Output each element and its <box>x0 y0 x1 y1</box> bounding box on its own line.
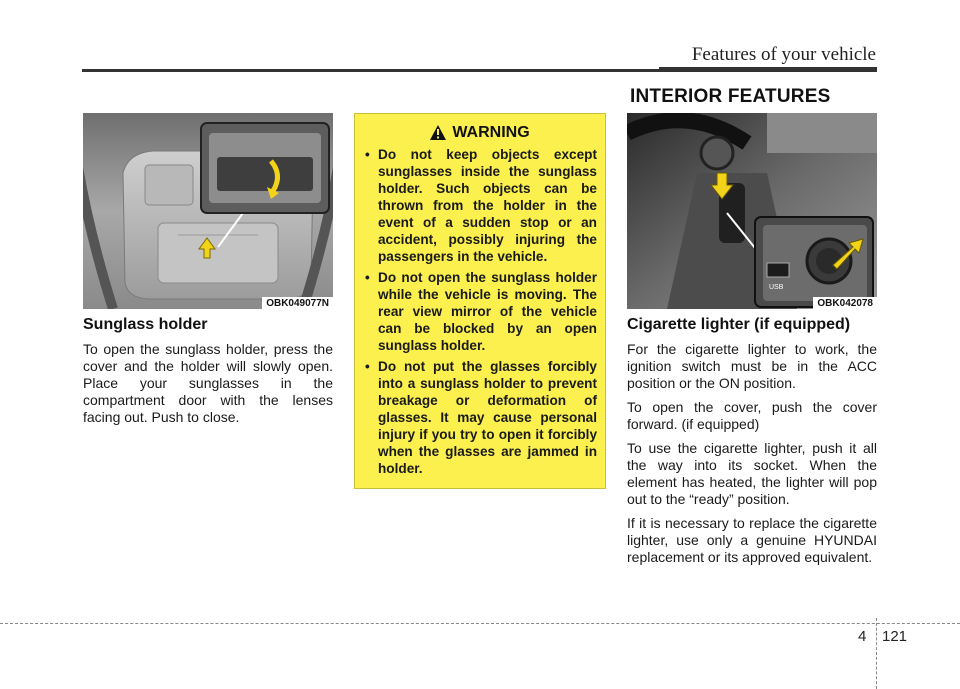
lighter-paragraph: To open the cover, push the cover forward. (if equipped) <box>627 399 877 432</box>
warning-box <box>354 113 606 489</box>
section-title: INTERIOR FEATURES <box>630 86 831 107</box>
sunglass-holder-heading: Sunglass holder <box>83 316 208 333</box>
chapter-number: 4 <box>858 628 867 645</box>
warning-title: WARNING <box>452 124 530 141</box>
page-divider <box>876 618 877 689</box>
photo-code-lighter: OBK042078 <box>813 297 877 309</box>
footer-rule <box>0 623 960 624</box>
cigarette-lighter-photo <box>627 113 877 309</box>
photo-code-sunglass: OBK049077N <box>262 297 333 309</box>
center-console-illustration <box>627 113 877 309</box>
header-rule <box>82 69 877 72</box>
sunglass-holder-body <box>83 341 333 433</box>
warning-triangle-icon <box>430 125 446 140</box>
lighter-paragraph: To use the cigarette lighter, push it all the way into its socket. When the element has heated, the lighter will pop out to the “ready” position. <box>627 440 877 507</box>
overhead-console-illustration <box>83 113 333 309</box>
cigarette-lighter-heading: Cigarette lighter (if equipped) <box>627 316 851 333</box>
sunglass-holder-photo <box>83 113 333 309</box>
page-header-title: Features of your vehicle <box>691 44 876 65</box>
usb-label: USB <box>769 284 784 291</box>
lighter-paragraph: For the cigarette lighter to work, the ignition switch must be in the ACC position or the ON position. <box>627 341 877 391</box>
warning-list <box>355 146 605 477</box>
warning-heading <box>355 124 605 142</box>
page-number: 121 <box>882 628 908 645</box>
lighter-paragraph: If it is necessary to replace the cigarette lighter, use only a genuine HYUNDAI replacement or its approved equivalent. <box>627 515 877 565</box>
warning-item: • Do not open the sunglass holder while the vehicle is moving. The rear view mirror of the vehicle can be blocked by an open sunglass holder. <box>365 269 597 354</box>
cigarette-lighter-body <box>627 341 877 573</box>
sunglass-holder-paragraph: To open the sunglass holder, press the cover and the holder will slowly open. Place your sunglasses in the compartment door with the lenses facing out. Push to close. <box>83 341 333 425</box>
warning-item: • Do not keep objects except sunglasses inside the sunglass holder. Such objects can be thrown from the holder in the event of a sudden stop or an accident, possibly injuring the passengers in the vehicle. <box>365 146 597 265</box>
warning-item: • Do not put the glasses forcibly into a sunglass holder to prevent breakage or deformation of glasses. It may cause personal injury if you try to open it forcibly when the glasses are jammed in holder. <box>365 358 597 477</box>
